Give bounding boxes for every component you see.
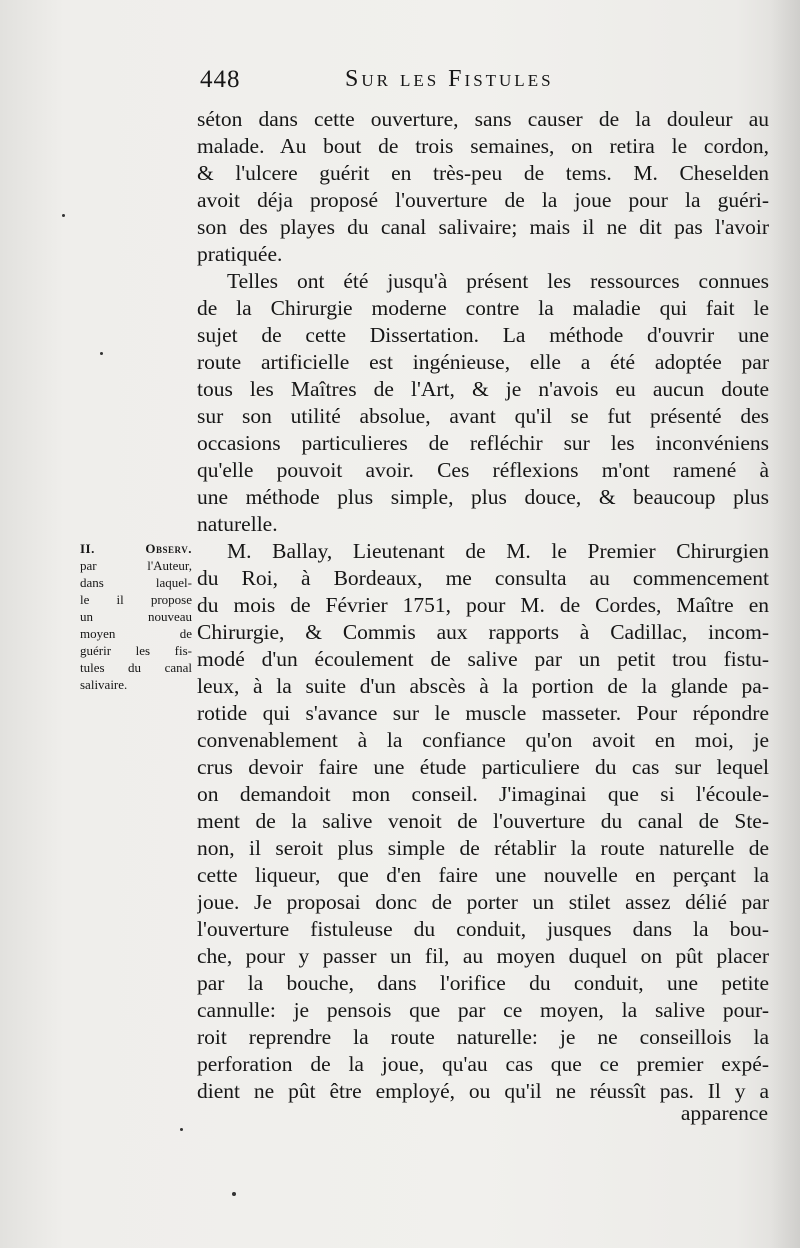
margin-note-line: guérir les fis- xyxy=(80,643,192,658)
text-line: avoit déja proposé l'ouverture de la joue pour la guéri- xyxy=(197,188,769,212)
text-line: Telles ont été jusqu'à présent les ressources connues xyxy=(227,269,769,293)
text-line: perforation de la joue, qu'au cas que ce premier expé- xyxy=(197,1052,769,1076)
ink-speck xyxy=(180,1128,183,1131)
text-line: du mois de Février 1751, pour M. de Cordes, Maître en xyxy=(197,593,769,617)
body-text xyxy=(197,106,769,1105)
text-line: qu'elle pouvoit avoir. Ces réflexions m'ont ramené à xyxy=(197,458,769,482)
text-line: crus devoir faire une étude particuliere du cas sur lequel xyxy=(197,755,769,779)
text-line: leux, à la suite d'un abscès à la portion de la glande pa- xyxy=(197,674,769,698)
running-head: Sur les Fistules xyxy=(345,66,554,92)
text-line: on demandoit mon conseil. J'imaginai que si l'écoule- xyxy=(197,782,769,806)
text-line: sur son utilité absolue, avant qu'il se fut présenté des xyxy=(197,404,769,428)
margin-note-line: tules du canal xyxy=(80,660,192,675)
text-line: M. Ballay, Lieutenant de M. le Premier Chirurgien xyxy=(227,539,769,563)
page-number: 448 xyxy=(200,66,241,93)
catchword: apparence xyxy=(680,1101,768,1125)
ink-speck xyxy=(100,352,103,355)
page-edge-shadow xyxy=(770,0,800,1248)
margin-note xyxy=(80,540,192,693)
text-line: une méthode plus simple, plus douce, & beaucoup plus xyxy=(197,485,769,509)
text-line: de la Chirurgie moderne contre la maladie qui fait le xyxy=(197,296,769,320)
text-line: malade. Au bout de trois semaines, on retira le cordon, xyxy=(197,134,769,158)
text-line: tous les Maîtres de l'Art, & je n'avois eu aucun doute xyxy=(197,377,769,401)
text-line: séton dans cette ouverture, sans causer de la douleur au xyxy=(197,107,769,131)
margin-note-line: par l'Auteur, xyxy=(80,558,192,573)
text-line: dient ne pût être employé, ou qu'il ne réussît pas. Il y a xyxy=(197,1079,769,1103)
text-line: rotide qui s'avance sur le muscle masseter. Pour répondre xyxy=(197,701,769,725)
ink-speck xyxy=(232,1192,236,1196)
text-line: convenablement à la confiance qu'on avoit en moi, je xyxy=(197,728,769,752)
text-line: sujet de cette Dissertation. La méthode d'ouvrir une xyxy=(197,323,769,347)
text-line: pratiquée. xyxy=(197,242,283,266)
margin-note-line: II. Observ. xyxy=(80,541,192,556)
text-line: cette liqueur, que d'en faire une nouvelle en perçant la xyxy=(197,863,769,887)
text-line: ment de la salive venoit de l'ouverture du canal de Ste- xyxy=(197,809,769,833)
text-line: occasions particulieres de refléchir sur les inconvéniens xyxy=(197,431,769,455)
margin-note-line: le il propose xyxy=(80,592,192,607)
text-line: son des playes du canal salivaire; mais il ne dit pas l'avoir xyxy=(197,215,769,239)
text-line: roit reprendre la route naturelle: je ne conseillois la xyxy=(197,1025,769,1049)
text-line: du Roi, à Bordeaux, me consulta au commencement xyxy=(197,566,769,590)
text-line: par la bouche, dans l'orifice du conduit, une petite xyxy=(197,971,769,995)
text-line: Chirurgie, & Commis aux rapports à Cadillac, incom- xyxy=(197,620,769,644)
text-line: non, il seroit plus simple de rétablir la route naturelle de xyxy=(197,836,769,860)
margin-note-line: un nouveau xyxy=(80,609,192,624)
margin-note-line: dans laquel- xyxy=(80,575,192,590)
text-line: modé d'un écoulement de salive par un petit trou fistu- xyxy=(197,647,769,671)
text-line: che, pour y passer un fil, au moyen duquel on pût placer xyxy=(197,944,769,968)
margin-note-line: salivaire. xyxy=(80,677,128,692)
ink-speck xyxy=(62,214,65,217)
margin-note-line: moyen de xyxy=(80,626,192,641)
text-line: cannulle: je pensois que par ce moyen, la salive pour- xyxy=(197,998,769,1022)
page-header xyxy=(200,62,770,102)
text-line: naturelle. xyxy=(197,512,278,536)
text-line: l'ouverture fistuleuse du conduit, jusques dans la bou- xyxy=(197,917,769,941)
text-line: route artificielle est ingénieuse, elle a été adoptée par xyxy=(197,350,769,374)
text-line: joue. Je proposai donc de porter un stilet assez délié par xyxy=(197,890,769,914)
text-line: & l'ulcere guérit en très-peu de tems. M. Cheselden xyxy=(197,161,769,185)
